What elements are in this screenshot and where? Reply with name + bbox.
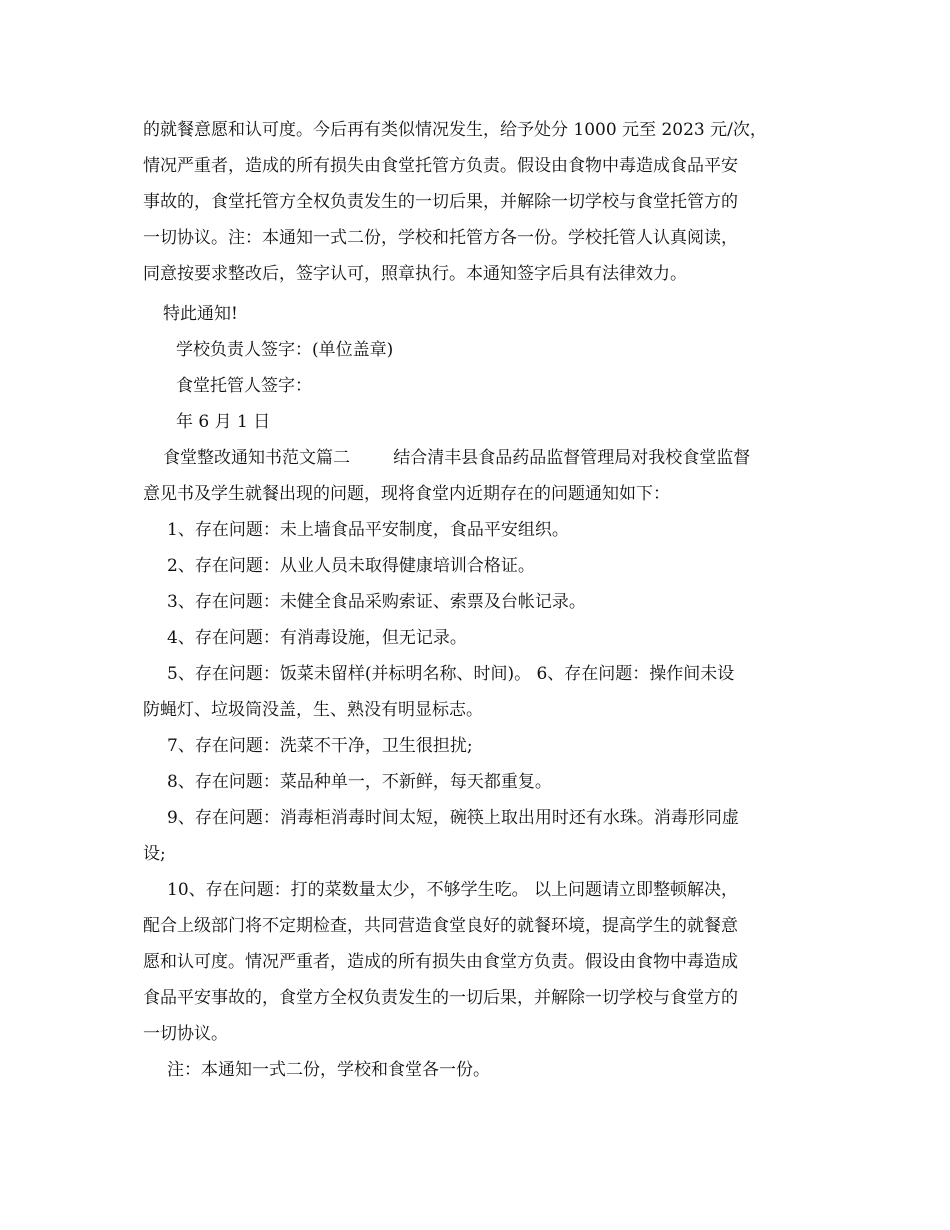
notice-line: 特此通知! (163, 304, 238, 324)
canteen-signature-line: 食堂托管人签字： (176, 376, 312, 396)
issue-item-continuation: 一切协议。 (143, 1024, 228, 1044)
section-two-heading (143, 440, 813, 512)
text-line: 意见书及学生就餐出现的问题，现将食堂内近期存在的问题通知如下： (143, 484, 670, 504)
issue-item: 9、存在问题：消毒柜消毒时间太短，碗筷上取出用时还有水珠。消毒形同虚 (167, 808, 739, 828)
issue-item: 10、存在问题：打的菜数量太少，不够学生吃。 以上问题请立即整顿解决， (167, 880, 739, 900)
final-note-line: 注：本通知一式二份，学校和食堂各一份。 (167, 1060, 490, 1080)
issue-item: 1、存在问题：未上墙食品平安制度，食品平安组织。 (167, 520, 569, 540)
text-line: 情况严重者，造成的所有损失由食堂托管方负责。假设由食物中毒造成食品平安 (143, 156, 738, 176)
issue-item: 2、存在问题：从业人员未取得健康培训合格证。 (167, 556, 535, 576)
issue-item: 5、存在问题：饭菜未留样(并标明名称、时间)。 6、存在问题：操作间未设 (167, 664, 735, 684)
text-line: 的就餐意愿和认可度。今后再有类似情况发生，给予处分 1000 元至 2023 元/次， (143, 120, 767, 140)
date-line: 年 6 月 1 日 (176, 412, 271, 432)
issues-list (143, 512, 813, 1088)
issue-item: 3、存在问题：未健全食品采购索证、索票及台帐记录。 (167, 592, 586, 612)
text-line: 事故的，食堂托管方全权负责发生的一切后果，并解除一切学校与食堂托管方的 (143, 192, 738, 212)
signature-section (143, 296, 813, 440)
issue-item-continuation: 配合上级部门将不定期检查，共同营造食堂良好的就餐环境，提高学生的就餐意 (143, 916, 738, 936)
section-title-line: 食堂整改通知书范文篇二 结合清丰县食品药品监督管理局对我校食堂监督 (163, 448, 751, 468)
issue-item-continuation: 食品平安事故的，食堂方全权负责发生的一切后果，并解除一切学校与食堂方的 (143, 988, 738, 1008)
school-signature-line: 学校负责人签字：(单位盖章) (176, 340, 394, 360)
issue-item: 7、存在问题：洗菜不干净，卫生很担扰; (167, 736, 473, 756)
paragraph-continuation (143, 112, 813, 292)
issue-item: 8、存在问题：菜品种单一，不新鲜，每天都重复。 (167, 772, 552, 792)
issue-item-continuation: 设; (143, 844, 166, 864)
issue-item-continuation: 防蝇灯、垃圾筒没盖，生、熟没有明显标志。 (143, 700, 483, 720)
text-line: 一切协议。注：本通知一式二份，学校和托管方各一份。学校托管人认真阅读， (143, 228, 738, 248)
issue-item-continuation: 愿和认可度。情况严重者，造成的所有损失由食堂方负责。假设由食物中毒造成 (143, 952, 738, 972)
text-line: 同意按要求整改后，签字认可，照章执行。本通知签字后具有法律效力。 (143, 264, 687, 284)
issue-item: 4、存在问题：有消毒设施，但无记录。 (167, 628, 467, 648)
